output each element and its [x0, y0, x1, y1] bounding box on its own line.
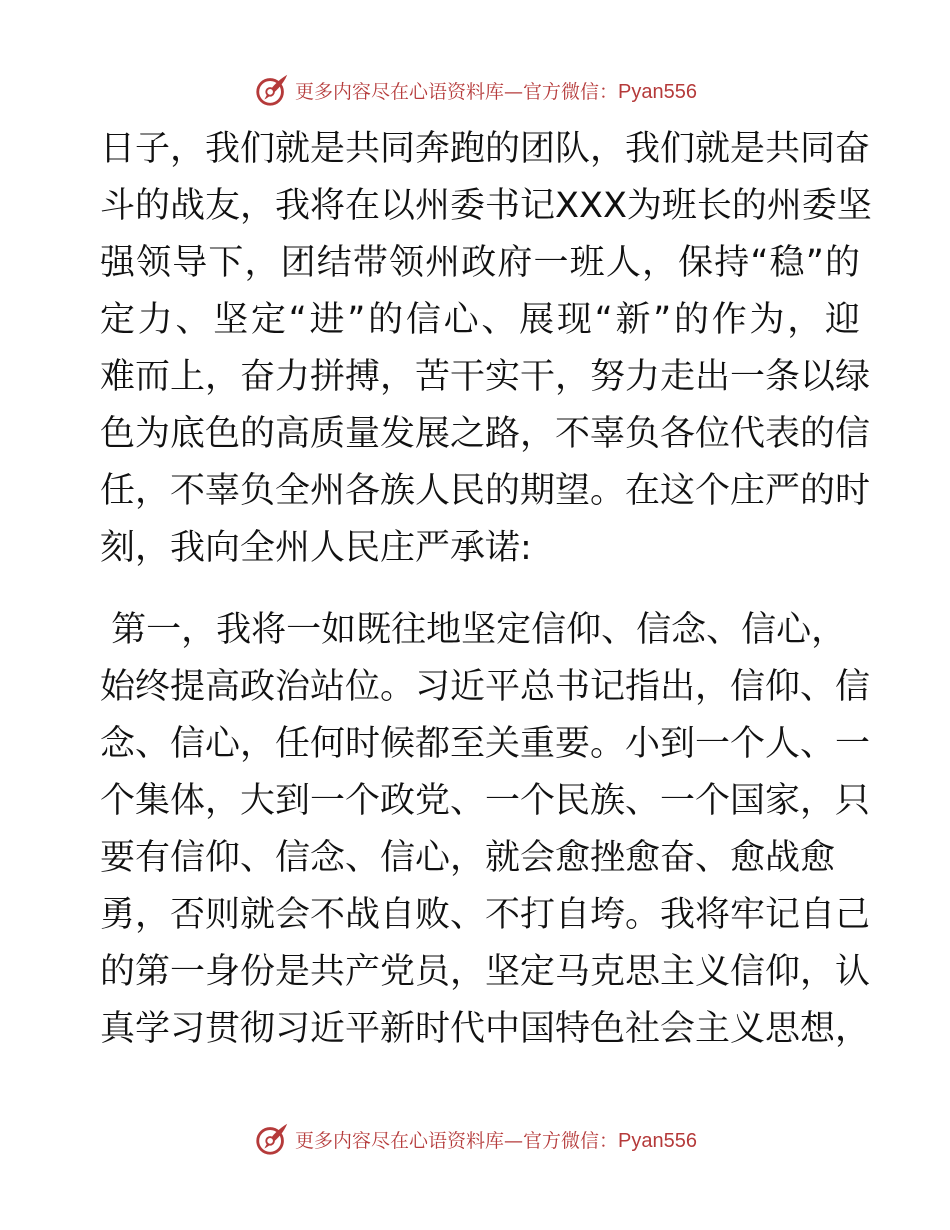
- quill-pen-logo-icon: [253, 71, 291, 109]
- header-brand-text: 更多内容尽在心语资料库—官方微信：Pyan556: [295, 80, 697, 103]
- body-line: 第一，我将一如既往地坚定信仰、信念、信心，: [100, 610, 847, 650]
- body-line: 个集体，大到一个政党、一个民族、一个国家，只: [100, 781, 871, 821]
- header-wechat-id: Pyan556: [618, 80, 697, 103]
- body-line: 强领导下，团结带领州政府一班人，保持“稳”的: [100, 243, 860, 283]
- body-line: 始终提高政治站位。习近平总书记指出，信仰、信: [100, 667, 871, 707]
- body-line: 真学习贯彻习近平新时代中国特色社会主义思想，: [100, 1009, 871, 1049]
- footer-wechat-id: Pyan556: [618, 1129, 697, 1152]
- body-line: 念、信心，任何时候都至关重要。小到一个人、一: [100, 724, 871, 764]
- body-line: 要有信仰、信念、信心，就会愈挫愈奋、愈战愈: [100, 838, 836, 878]
- body-line: 任，不辜负全州各族人民的期望。在这个庄严的时: [100, 471, 871, 511]
- body-line: 难而上，奋力拼搏，苦干实干，努力走出一条以绿: [100, 357, 871, 397]
- body-line: 色为底色的高质量发展之路，不辜负各位代表的信: [100, 414, 871, 454]
- footer-banner: [0, 1119, 950, 1159]
- body-line: 勇，否则就会不战自败、不打自垮。我将牢记自己: [100, 895, 871, 935]
- body-line: 刻，我向全州人民庄严承诺:: [100, 528, 532, 568]
- body-line: 斗的战友，我将在以州委书记XXX为班长的州委坚: [100, 186, 872, 226]
- quill-pen-logo-icon: [253, 1120, 291, 1158]
- body-line: 的第一身份是共产党员，坚定马克思主义信仰，认: [100, 952, 871, 992]
- footer-brand-text: 更多内容尽在心语资料库—官方微信：Pyan556: [295, 1129, 697, 1152]
- header-banner: [0, 70, 950, 110]
- body-line: 定力、坚定“进”的信心、展现“新”的作为，迎: [100, 300, 860, 340]
- body-line: 日子，我们就是共同奔跑的团队，我们就是共同奋: [100, 129, 871, 169]
